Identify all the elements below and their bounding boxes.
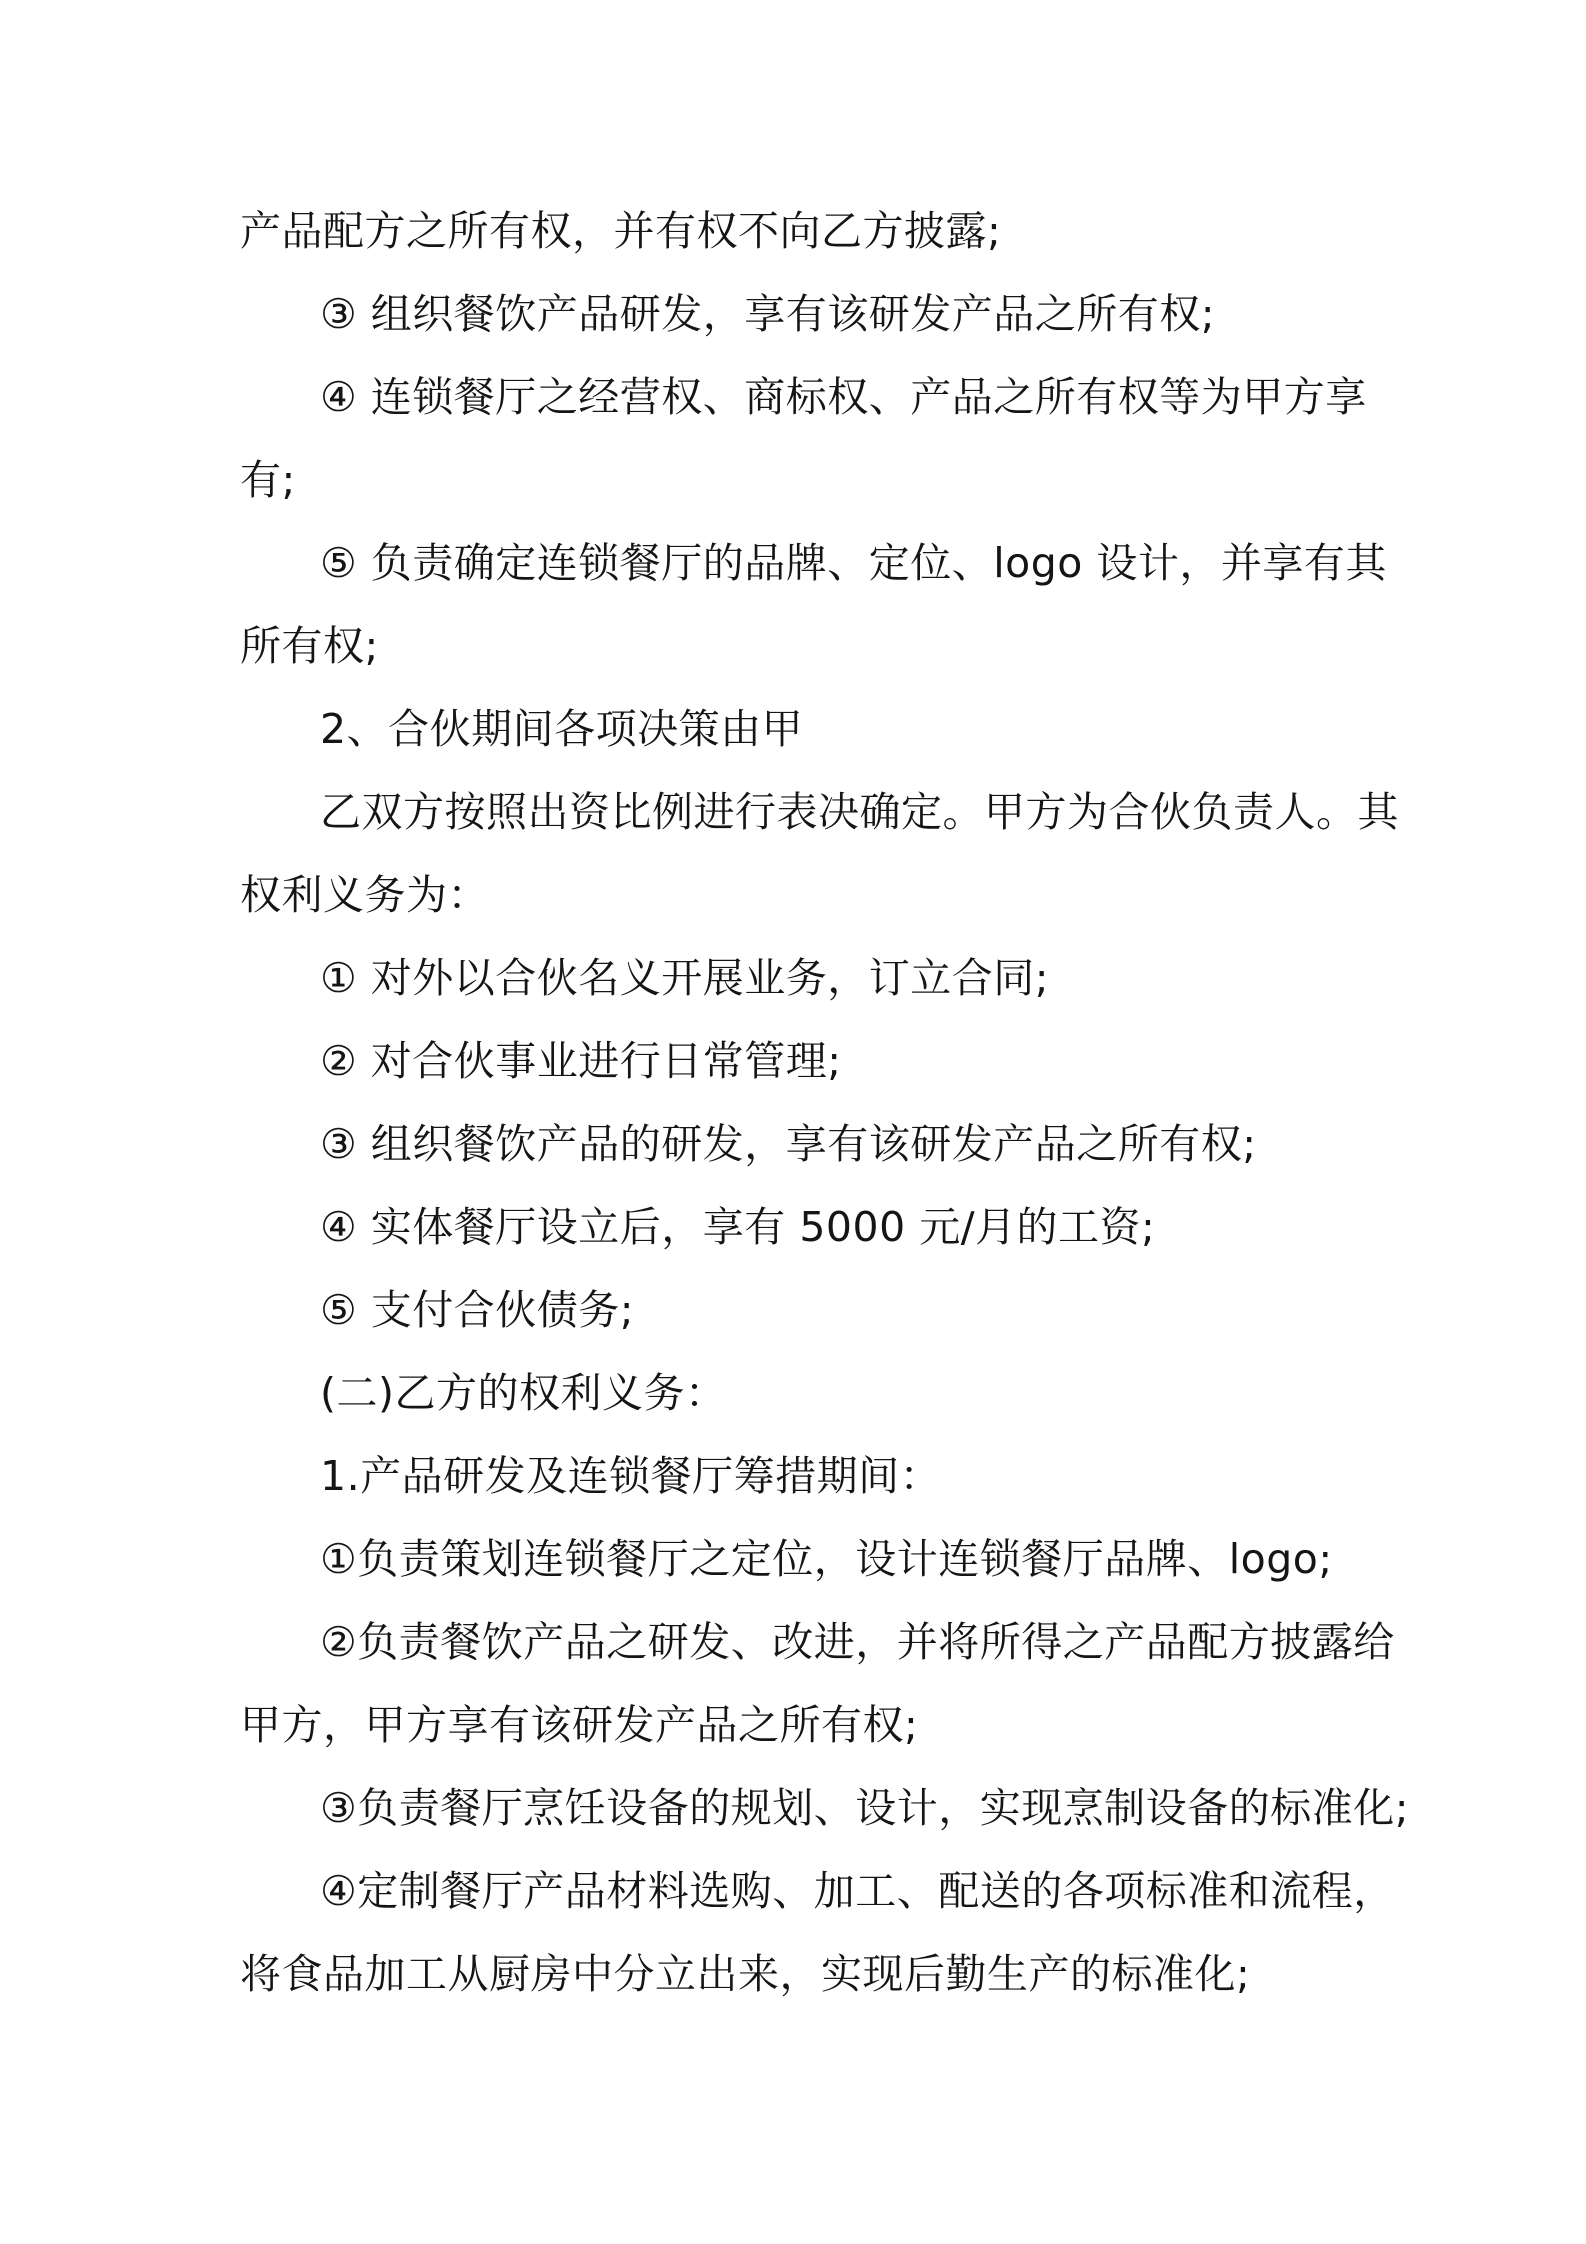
text-line: 权利义务为：: [240, 871, 489, 919]
text-line: ③ 组织餐饮产品的研发，享有该研发产品之所有权;: [320, 1120, 1257, 1168]
text-line: 1.产品研发及连锁餐厅筹措期间：: [320, 1452, 942, 1500]
text-line: ③ 组织餐饮产品研发，享有该研发产品之所有权;: [320, 290, 1216, 338]
text-line: ① 对外以合伙名义开展业务，订立合同;: [320, 954, 1050, 1002]
text-line: ④ 连锁餐厅之经营权、商标权、产品之所有权等为甲方享: [320, 373, 1367, 421]
document-body: [240, 190, 1410, 2016]
text-line: 甲方，甲方享有该研发产品之所有权;: [240, 1701, 919, 1749]
text-line: ⑤ 负责确定连锁餐厅的品牌、定位、logo 设计，并享有其: [320, 539, 1387, 587]
text-line: ⑤ 支付合伙债务;: [320, 1286, 635, 1334]
text-line: 2、合伙期间各项决策由甲: [320, 705, 804, 753]
text-line: ④ 实体餐厅设立后，享有 5000 元/月的工资;: [320, 1203, 1156, 1251]
text-line: 所有权;: [240, 622, 379, 670]
text-line: 将食品加工从厨房中分立出来，实现后勤生产的标准化;: [240, 1950, 1251, 1998]
text-line: ③负责餐厅烹饪设备的规划、设计，实现烹制设备的标准化;: [320, 1784, 1410, 1832]
text-line: ② 对合伙事业进行日常管理;: [320, 1037, 842, 1085]
text-line: (二)乙方的权利义务：: [320, 1369, 727, 1417]
text-line: ①负责策划连锁餐厅之定位，设计连锁餐厅品牌、logo;: [320, 1535, 1333, 1583]
text-line: ②负责餐饮产品之研发、改进，并将所得之产品配方披露给: [320, 1618, 1395, 1666]
text-line: 乙双方按照出资比例进行表决确定。甲方为合伙负责人。其: [320, 788, 1399, 836]
text-line: ④定制餐厅产品材料选购、加工、配送的各项标准和流程，: [320, 1867, 1395, 1915]
text-line: 产品配方之所有权，并有权不向乙方披露;: [240, 207, 1002, 255]
text-line: 有;: [240, 456, 296, 504]
